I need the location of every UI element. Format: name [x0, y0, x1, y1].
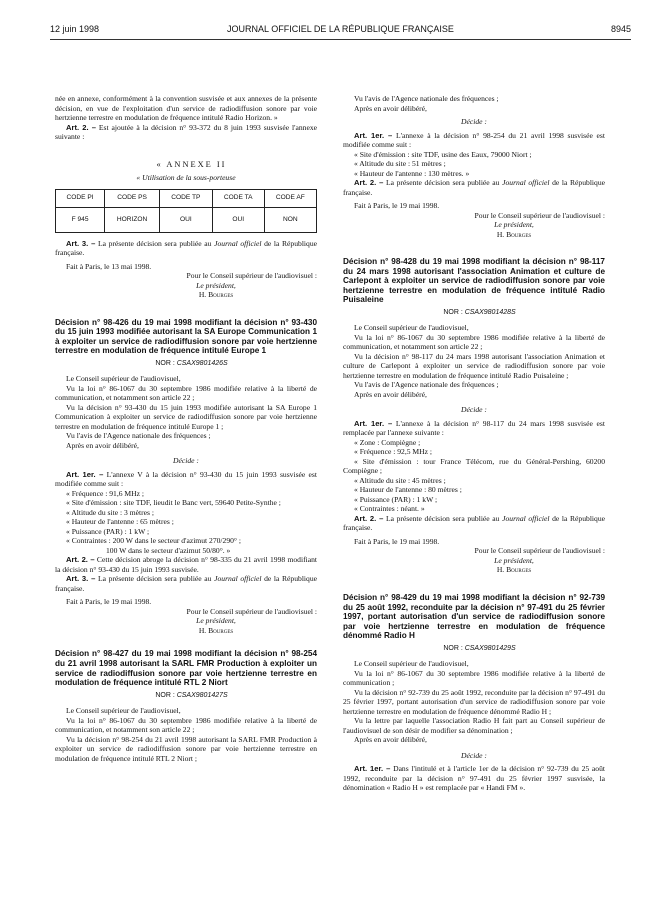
signature-council: Pour le Conseil supérieur de l'audiovisuel : — [474, 546, 605, 556]
list-item: « Altitude du site : 51 mètres ; — [354, 159, 446, 168]
table-header-cell: CODE AF — [264, 189, 316, 207]
decision-427-title: Décision n° 98-427 du 19 mai 1998 modifiant la décision n° 98-254 du 21 avril 1998 autorisant la SARL FMR Production à exploiter un service de radiodiffusion sonore par voie hertzienne terrestre en modulation de fréquence intitulé RTL 2 Niort — [55, 649, 317, 688]
table-cell: HORIZON — [105, 207, 160, 232]
table-cell: NON — [264, 207, 316, 232]
table-cell: OUI — [159, 207, 212, 232]
paragraph: Vu la loi n° 86-1067 du 30 septembre 1986 modifiée relative à la liberté de communication, et notamment son article 22 ; — [343, 332, 605, 352]
done-at: Fait à Paris, le 19 mai 1998. — [66, 597, 152, 607]
signature-council: Pour le Conseil supérieur de l'audiovisuel : — [474, 210, 605, 220]
list-item: « Hauteur de l'antenne : 130 mètres. » — [354, 168, 470, 178]
list-item: « Hauteur de l'antenne : 65 mètres ; — [66, 517, 174, 527]
article-1: Art. 1er. – L'annexe V à la décision n° 93-430 du 15 juin 1993 susvisée est modifiée comme suit : — [55, 469, 317, 489]
annexe-subtitle: « Utilisation de la sous-porteuse — [136, 173, 236, 182]
decide-heading: Décide : — [461, 750, 487, 760]
paragraph: Le Conseil supérieur de l'audiovisuel, — [66, 706, 181, 716]
signature-name: H. Bourges — [198, 290, 234, 299]
table-cell: F 945 — [56, 207, 105, 232]
paragraph: Vu la loi n° 86-1067 du 30 septembre 1986 modifiée relative à la liberté de communication, et notamment son article 22 ; — [55, 715, 317, 735]
paragraph: Vu l'avis de l'Agence nationale des fréquences ; — [66, 431, 211, 441]
paragraph: Vu la décision n° 93-430 du 15 juin 1993 modifiée autorisant la SA Europe 1 Communication à exploiter un service de radiodiffusion sonore par voie hertzienne terrestre en modulation de fréquence intitulé Europe 1 ; — [55, 402, 317, 431]
list-item: « Contraintes : néant. » — [354, 504, 425, 514]
paragraph: Vu la décision n° 98-117 du 24 mars 1998 autorisant l'association Animation et culture de Carlepont à exploiter un service de radiodiffusion sonore par voie hertzienne terrestre en modulation de fréquence intitulé Radio Puisaleine ; — [343, 351, 605, 380]
decision-428-nor: NOR : CSAX9801428S — [443, 308, 516, 316]
list-item: « Contraintes : 200 W dans le secteur d'azimut 270/290° ; — [66, 536, 241, 546]
paragraph: Le Conseil supérieur de l'audiovisuel, — [354, 323, 469, 333]
done-at: Fait à Paris, le 13 mai 1998. — [66, 261, 152, 271]
intro-paragraph: née en annexe, conformément à la convention susvisée et aux annexes de la présente décision, en vue de l'exploitation d'un service de radiodiffusion sonore par voie hertzienne terrestre en modulation de fréquence intitulé Radio Horizon. » — [55, 94, 317, 122]
header-date: 12 juin 1998 — [50, 24, 100, 34]
paragraph: Le Conseil supérieur de l'audiovisuel, — [66, 374, 181, 384]
decision-426-title: Décision n° 98-426 du 19 mai 1998 modifiant la décision n° 93-430 du 15 juin 1993 modifiée autorisant la SA Europe Communication 1 à exploiter un service de radiodiffusion sonore par voie hertzienne terrestre en modulation de fréquence intitulé Europe 1 — [55, 317, 317, 356]
paragraph: Vu la décision n° 92-739 du 25 août 1992, reconduite par la décision n° 97-491 du 25 février 1997, portant autorisation d'un service de radiodiffusion sonore par voie hertzienne terrestre en modulation de fréquence dénommé Radio H ; — [343, 687, 605, 716]
signature-role: Le président, — [494, 555, 534, 565]
done-at: Fait à Paris, le 19 mai 1998. — [354, 536, 440, 546]
signature-council: Pour le Conseil supérieur de l'audiovisuel : — [186, 271, 317, 280]
decision-427-nor: NOR : CSAX9801427S — [155, 691, 228, 699]
article-1: Art. 1er. – L'annexe à la décision n° 98-117 du 24 mars 1998 susvisée est remplacée par l'annexe suivante : — [343, 418, 605, 438]
signature-name: H. Bourges — [496, 565, 532, 575]
signature-role: Le président, — [196, 616, 236, 626]
list-item: « Puissance (PAR) : 1 kW ; — [354, 494, 438, 504]
table-header-cell: CODE TP — [159, 189, 212, 207]
page-header — [50, 22, 631, 40]
article-1: Art. 1er. – Dans l'intitulé et à l'article 1er de la décision n° 92-739 du 25 août 1992, reconduite par la décision n° 97-491 du 25 février 1997 susvisée, la dénomination « Radio H » est remplacée par « Handi FM ». — [343, 764, 605, 793]
subcarrier-table — [55, 189, 317, 233]
table-header-cell: CODE PI — [56, 189, 105, 207]
paragraph: Vu la lettre par laquelle l'association Radio H fait part au Conseil supérieur de l'audiovisuel de son désir de modifier sa dénomination ; — [343, 716, 605, 735]
paragraph: Vu l'avis de l'Agence nationale des fréquences ; — [354, 94, 499, 103]
signature-name: H. Bourges — [496, 229, 532, 239]
list-item: « Site d'émission : site TDF, usine des Eaux, 79000 Niort ; — [354, 149, 532, 159]
header-page-number: 8945 — [610, 24, 631, 34]
left-column — [55, 94, 317, 763]
signature-council: Pour le Conseil supérieur de l'audiovisuel : — [186, 606, 317, 616]
table-header-row — [56, 189, 317, 207]
article-2: Art. 2. – Cette décision abroge la décision n° 98-335 du 21 avril 1998 modifiant la décision n° 93-430 du 15 juin 1993 susvisée. — [55, 555, 317, 574]
right-column — [343, 94, 605, 793]
article-2: Art. 2. – La présente décision sera publiée au Journal officiel de la République française. — [343, 513, 606, 533]
list-item: « Fréquence : 92,5 MHz ; — [354, 447, 433, 457]
list-item: « Zone : Compiègne ; — [354, 437, 421, 447]
done-at: Fait à Paris, le 19 mai 1998. — [354, 201, 440, 210]
paragraph: Vu la loi n° 86-1067 du 30 septembre 1986 modifiée relative à la liberté de communication ; — [343, 668, 605, 688]
article-3: Art. 3. – La présente décision sera publiée au Journal officiel de la République française. — [55, 574, 318, 593]
list-item: « Site d'émission : tour France Télécom, rue du Général-Pershing, 60200 Compiègne ; — [343, 456, 605, 476]
signature-name: H. Bourges — [198, 625, 234, 635]
paragraph: Après en avoir délibéré, — [354, 389, 427, 399]
decide-heading: Décide : — [173, 456, 199, 466]
decide-heading: Décide : — [461, 117, 487, 126]
list-item: « Hauteur de l'antenne : 80 mètres ; — [354, 485, 462, 495]
list-item: « Altitude du site : 45 mètres ; — [354, 475, 446, 485]
paragraph: Après en avoir délibéré, — [66, 440, 139, 450]
article-2: Art. 2. – La présente décision sera publiée au Journal officiel de la République française. — [343, 178, 606, 197]
list-item: « Fréquence : 91,6 MHz ; — [66, 488, 145, 498]
article-3: Art. 3. – La présente décision sera publiée au Journal officiel de la République française. — [55, 238, 318, 257]
signature-role: Le président, — [196, 280, 236, 290]
signature-role: Le président, — [494, 220, 534, 229]
list-item: « Puissance (PAR) : 1 kW ; — [66, 526, 150, 536]
list-item: « Site d'émission : site TDF, lieudit le Banc vert, 59640 Petite-Synthe ; — [66, 498, 281, 508]
decision-429-title: Décision n° 98-429 du 19 mai 1998 modifiant la décision n° 92-739 du 25 août 1992, reconduite par la décision n° 97-491 du 25 février 1997, portant autorisation d'un service de radiodiffusion sonore par voie hertzienne terrestre en modulation de fréquence dénommé Radio H — [343, 592, 605, 641]
paragraph: Après en avoir délibéré, — [354, 103, 427, 113]
list-item: « Altitude du site : 3 mètres ; — [66, 507, 154, 517]
annexe-title: « ANNEXE II — [156, 159, 227, 169]
table-header-cell: CODE TA — [212, 189, 264, 207]
paragraph: Le Conseil supérieur de l'audiovisuel, — [354, 659, 469, 669]
header-title: JOURNAL OFFICIEL DE LA RÉPUBLIQUE FRANÇAISE — [227, 24, 454, 34]
decide-heading: Décide : — [461, 405, 487, 415]
list-item: 100 W dans le secteur d'azimut 50/80°. » — [106, 545, 231, 555]
intro-article-2: Art. 2. – Est ajoutée à la décision n° 93-372 du 8 juin 1993 susvisée l'annexe suivante : — [55, 122, 318, 141]
decision-428-title: Décision n° 98-428 du 19 mai 1998 modifiant la décision n° 98-117 du 24 mars 1998 autorisant l'association Animation et culture de Carlepont à exploiter un service de radiodiffusion sonore par voie hertzienne terrestre en modulation de fréquence intitulé Radio Puisaleine — [343, 257, 605, 305]
table-row — [56, 207, 317, 232]
paragraph: Vu la loi n° 86-1067 du 30 septembre 1986 modifiée relative à la liberté de communication, et notamment son article 22 ; — [55, 383, 317, 403]
paragraph: Après en avoir délibéré, — [354, 735, 427, 745]
decision-426-nor: NOR : CSAX9801426S — [155, 359, 228, 367]
article-1: Art. 1er. – L'annexe à la décision n° 98-254 du 21 avril 1998 susvisée est modifiée comme suit : — [343, 130, 605, 149]
paragraph: Vu la décision n° 98-254 du 21 avril 1998 autorisant la SARL FMR Production à exploiter un service de radiodiffusion sonore par voie hertzienne terrestre en modulation de fréquence intitulé RTL 2 Niort ; — [55, 734, 317, 763]
table-cell: OUI — [212, 207, 264, 232]
decision-429-nor: NOR : CSAX9801429S — [443, 644, 516, 652]
paragraph: Vu l'avis de l'Agence nationale des fréquences ; — [354, 380, 499, 390]
table-header-cell: CODE PS — [105, 189, 160, 207]
